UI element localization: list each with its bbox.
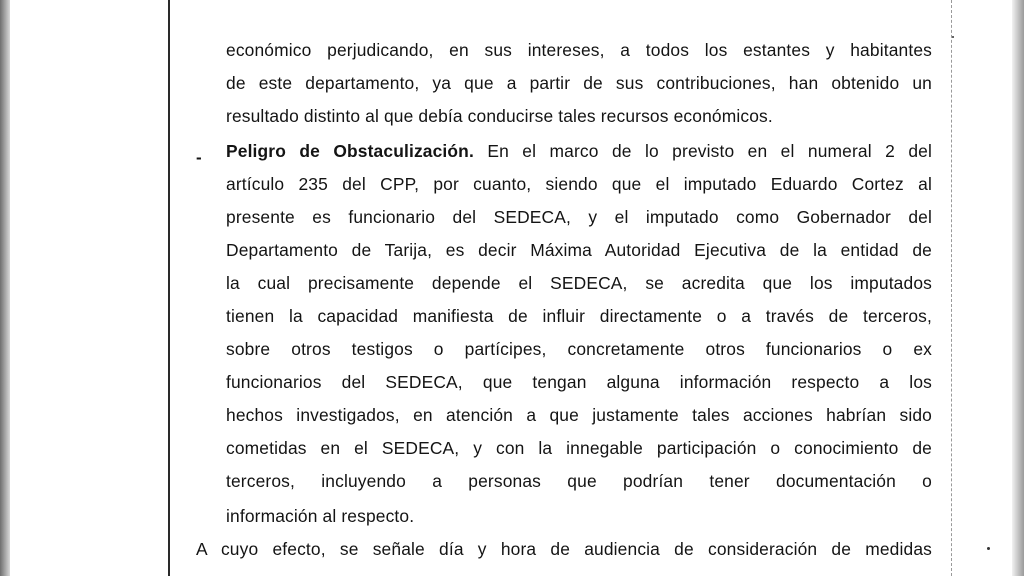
text-line: resultado distinto al que debía conducirse tales recursos económicos. — [226, 106, 773, 126]
page-border-right — [951, 0, 953, 576]
bullet-first-line — [226, 140, 932, 162]
danger-heading: Peligro de Obstaculización. — [226, 141, 474, 161]
scan-margin-left — [0, 0, 10, 576]
text-line: artículo 235 del CPP, por cuanto, siendo que el imputado Eduardo Cortez al — [226, 174, 932, 194]
scan-margin-right — [1012, 0, 1024, 576]
scan-speck — [952, 36, 954, 38]
page-border-left — [168, 0, 170, 576]
text-line: información al respecto. — [226, 506, 415, 526]
text-line: terceros, incluyendo a personas que podrían tener documentación o — [226, 471, 932, 491]
text-line: presente es funcionario del SEDECA, y el imputado como Gobernador del — [226, 207, 932, 227]
text-line: económico perjudicando, en sus intereses, a todos los estantes y habitantes — [226, 40, 932, 60]
text-line: de este departamento, ya que a partir de sus contribuciones, han obtenido un — [226, 73, 932, 93]
text-line: Departamento de Tarija, es decir Máxima Autoridad Ejecutiva de la entidad de — [226, 240, 932, 260]
text-line: tienen la capacidad manifiesta de influir directamente o a través de terceros, — [226, 306, 932, 326]
scan-speck — [987, 547, 990, 550]
text-line: hechos investigados, en atención a que justamente tales acciones habrían sido — [226, 405, 932, 425]
bullet-marker: - — [196, 148, 202, 167]
text-line: sobre otros testigos o partícipes, concretamente otros funcionarios o ex — [226, 339, 932, 359]
text-line: cometidas en el SEDECA, y con la innegable participación o conocimiento de — [226, 438, 932, 458]
danger-first-line-rest: En el marco de lo previsto en el numeral 2 del — [473, 141, 932, 161]
closing-line: A cuyo efecto, se señale día y hora de audiencia de consideración de medidas — [196, 539, 932, 559]
text-line: funcionarios del SEDECA, que tengan alguna información respecto a los — [226, 372, 932, 392]
text-line: la cual precisamente depende el SEDECA, se acredita que los imputados — [226, 273, 932, 293]
